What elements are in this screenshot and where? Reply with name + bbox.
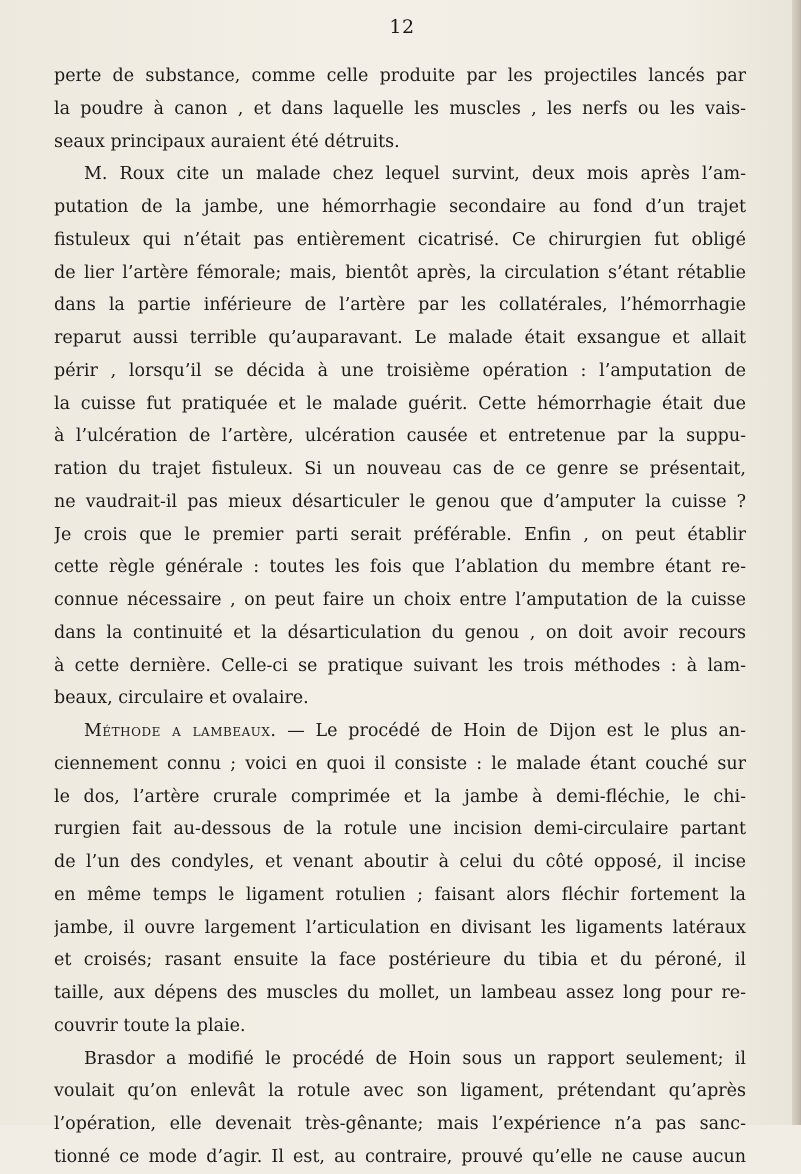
text-line — [54, 715, 746, 748]
text-line: la poudre à canon , et dans laquelle les muscles , les nerfs ou les vais- — [54, 98, 746, 119]
text-line: dans la partie inférieure de l’artère par les collatérales, l’hémorrhagie — [54, 295, 746, 316]
text-line: beaux, circulaire et ovalaire. — [54, 688, 309, 709]
text-line: seaux principaux auraient été détruits. — [54, 131, 400, 152]
text-line: fistuleux qui n’était pas entièrement cicatrisé. Ce chirurgien fut obligé — [54, 229, 746, 250]
text-line: putation de la jambe, une hémorrhagie secondaire au fond d’un trajet — [54, 197, 746, 217]
text-line: M. Roux cite un malade chez lequel survint, deux mois après l’am- — [84, 164, 746, 185]
body-text — [54, 60, 746, 1174]
text-line: Je crois que le premier parti serait préférable. Enfin , on peut établir — [54, 524, 746, 545]
text-line: le dos, l’artère crurale comprimée et la jambe à demi-fléchie, le chi- — [54, 786, 746, 807]
text-line: périr , lorsqu’il se décida à une troisième opération : l’amputation de — [54, 360, 746, 381]
text-line: ciennement connu ; voici en quoi il consiste : le malade étant couché sur — [54, 753, 746, 774]
text-line: ration du trajet fistuleux. Si un nouveau cas de ce genre se présentait, — [54, 459, 746, 479]
text-line: Brasdor a modifié le procédé de Hoin sous un rapport seulement; il — [84, 1048, 746, 1069]
page-edge-shadow — [792, 0, 801, 1125]
text-line: à l’ulcération de l’artère, ulcération causée et entretenue par la suppu- — [54, 426, 746, 447]
text-line: tionné ce mode d’agir. Il est, au contraire, prouvé qu’elle ne cause aucun — [54, 1146, 746, 1167]
section-heading: Méthode a lambeaux. — [84, 721, 277, 741]
text-line: rurgien fait au-dessous de la rotule une incision demi-circulaire partant — [54, 819, 746, 840]
text-line: taille, aux dépens des muscles du mollet, un lambeau assez long pour re- — [54, 983, 746, 1003]
text-line: la cuisse fut pratiquée et le malade guérit. Cette hémorrhagie était due — [54, 393, 746, 414]
text-line: cette règle générale : toutes les fois que l’ablation du membre étant re- — [54, 557, 746, 578]
text-line: de l’un des condyles, et venant aboutir à celui du côté opposé, il incise — [54, 852, 746, 872]
text-line: et croisés; rasant ensuite la face postérieure du tibia et du péroné, il — [54, 950, 746, 971]
text-line: en même temps le ligament rotulien ; faisant alors fléchir fortement la — [54, 884, 746, 905]
heading-continuation: — Le procédé de Hoin de Dijon est le plus an- — [276, 721, 746, 741]
text-line: à cette dernière. Celle-ci se pratique suivant les trois méthodes : à lam- — [54, 655, 746, 676]
text-line: de lier l’artère fémorale; mais, bientôt après, la circulation s’étant rétablie — [54, 262, 746, 283]
text-line: couvrir toute la plaie. — [54, 1015, 246, 1036]
text-line: l’opération, elle devenait très-gênante; mais l’expérience n’a pas sanc- — [54, 1114, 746, 1134]
text-line: connue nécessaire , on peut faire un choix entre l’amputation de la cuisse — [54, 590, 746, 610]
page-number: 12 — [389, 16, 415, 38]
text-line: ne vaudrait-il pas mieux désarticuler le genou que d’amputer la cuisse ? — [54, 491, 746, 512]
text-line: jambe, il ouvre largement l’articulation en divisant les ligaments latéraux — [54, 917, 746, 938]
text-line: reparut aussi terrible qu’auparavant. Le malade était exsangue et allait — [54, 328, 746, 348]
text-line: dans la continuité et la désarticulation du genou , on doit avoir recours — [54, 622, 746, 643]
text-line: perte de substance, comme celle produite par les projectiles lancés par — [54, 66, 746, 86]
text-line: voulait qu’on enlevât la rotule avec son ligament, prétendant qu’après — [54, 1081, 746, 1102]
